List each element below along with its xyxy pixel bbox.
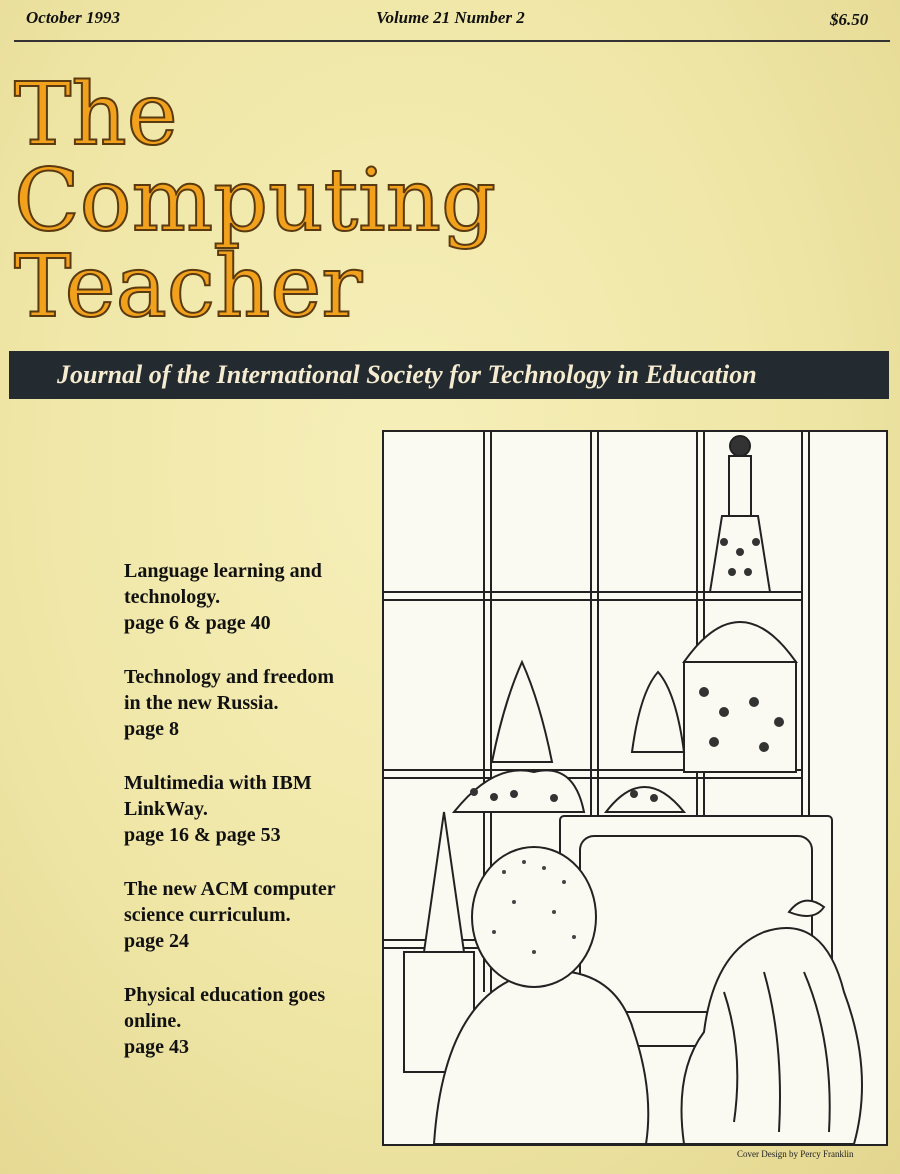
- story-title-line: The new ACM computer: [124, 878, 336, 900]
- story-title-line: Technology and freedom: [124, 666, 335, 688]
- story-title-line: in the new Russia.: [124, 692, 279, 714]
- story-title-line: LinkWay.: [124, 798, 208, 820]
- story-technology-freedom: [124, 664, 374, 742]
- cover-illustration: [382, 430, 888, 1146]
- cover-design-credit: Cover Design by Percy Franklin: [737, 1149, 854, 1159]
- journal-tagline-bar: [9, 351, 889, 399]
- masthead-rule: [14, 40, 890, 42]
- title-line-1: The: [14, 65, 178, 165]
- story-page-ref: page 8: [124, 718, 179, 740]
- title-line-2: Computing: [14, 151, 497, 251]
- story-acm-curriculum: [124, 876, 374, 954]
- story-title-line: online.: [124, 1010, 182, 1032]
- cover-price: $6.50: [830, 10, 869, 29]
- story-page-ref: page 24: [124, 930, 189, 952]
- story-language-learning: [124, 558, 374, 636]
- story-title-line: technology.: [124, 586, 221, 608]
- story-title-line: science curriculum.: [124, 904, 291, 926]
- story-title-line: Physical education goes: [124, 984, 326, 1006]
- journal-tagline: Journal of the International Society for Technology in Education: [57, 360, 757, 389]
- story-title-line: Multimedia with IBM: [124, 772, 312, 794]
- window-scene-drawing: [384, 432, 886, 1144]
- issue-date: October 1993: [26, 8, 120, 27]
- story-page-ref: page 16 & page 53: [124, 824, 281, 846]
- cover-contents-list: [124, 558, 374, 1088]
- story-multimedia-linkway: [124, 770, 374, 848]
- issue-volume: Volume 21 Number 2: [376, 8, 525, 27]
- story-page-ref: page 6 & page 40: [124, 612, 271, 634]
- story-page-ref: page 43: [124, 1036, 189, 1058]
- story-physical-education: [124, 982, 374, 1060]
- title-line-3: Teacher: [14, 237, 363, 337]
- story-title-line: Language learning and: [124, 560, 322, 582]
